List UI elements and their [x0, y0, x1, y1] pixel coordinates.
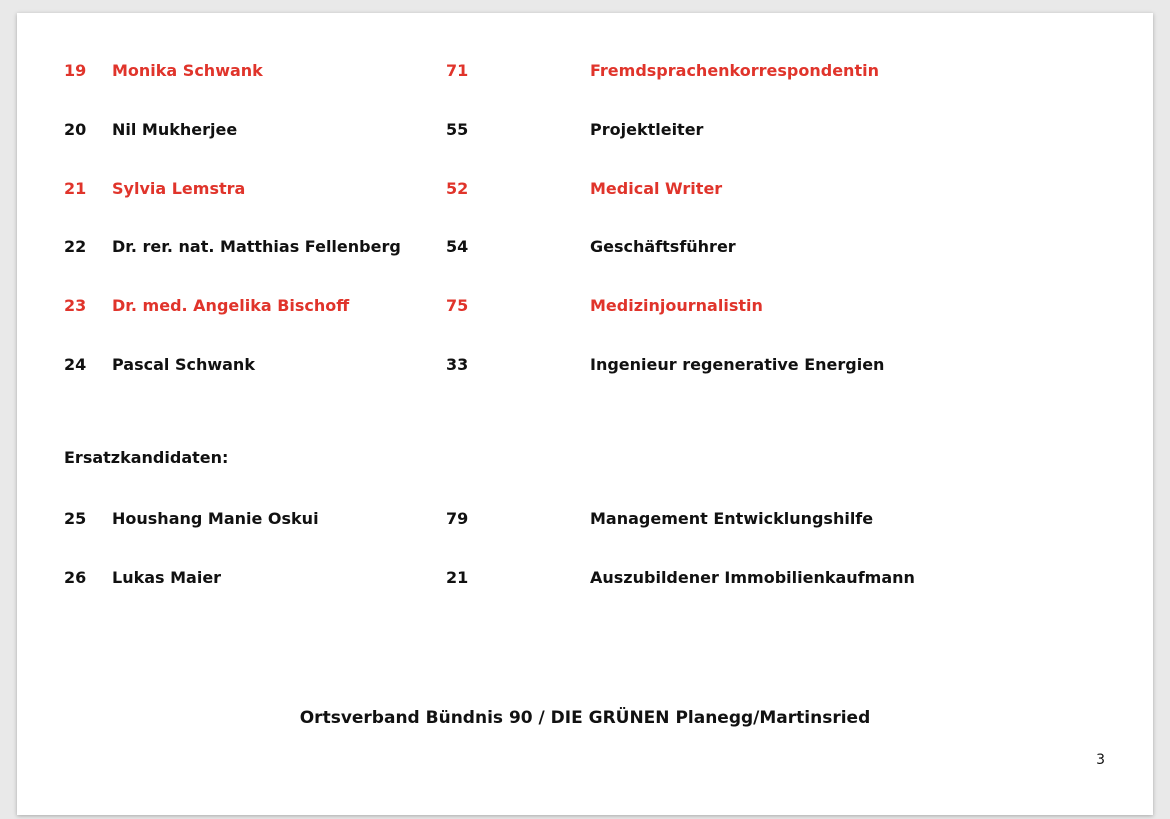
candidate-occupation: Fremdsprachenkorrespondentin [590, 61, 879, 80]
candidate-number: 22 [64, 237, 87, 256]
candidate-name: Pascal Schwank [112, 355, 255, 374]
candidate-row [17, 236, 1153, 258]
candidate-name: Dr. med. Angelika Bischoff [112, 296, 350, 315]
candidate-occupation: Medical Writer [590, 179, 723, 198]
page-number: 3 [1096, 752, 1105, 768]
candidate-number: 24 [64, 355, 87, 374]
candidate-age: 21 [446, 568, 469, 587]
candidate-name: Sylvia Lemstra [112, 179, 246, 198]
candidate-name: Houshang Manie Oskui [112, 509, 319, 528]
candidate-name: Lukas Maier [112, 568, 222, 587]
candidate-occupation: Management Entwicklungshilfe [590, 509, 874, 528]
candidate-name: Dr. rer. nat. Matthias Fellenberg [112, 237, 401, 256]
candidate-age: 75 [446, 296, 469, 315]
candidate-number: 25 [64, 509, 87, 528]
candidate-number: 21 [64, 179, 87, 198]
candidate-age: 55 [446, 120, 469, 139]
candidate-row [17, 60, 1153, 82]
candidate-occupation: Medizinjournalistin [590, 296, 763, 315]
candidate-occupation: Projektleiter [590, 120, 704, 139]
substitute-row [17, 508, 1153, 530]
candidate-age: 54 [446, 237, 469, 256]
candidate-age: 33 [446, 355, 469, 374]
footer-organization: Ortsverband Bündnis 90 / DIE GRÜNEN Planegg/Martinsried [299, 708, 871, 728]
candidate-number: 20 [64, 120, 87, 139]
substitute-row [17, 567, 1153, 589]
substitutes-heading: Ersatzkandidaten: [64, 448, 229, 467]
document-page [17, 13, 1153, 815]
candidate-number: 26 [64, 568, 87, 587]
candidate-age: 52 [446, 179, 469, 198]
candidate-row [17, 119, 1153, 141]
candidate-name: Nil Mukherjee [112, 120, 238, 139]
candidate-occupation: Ingenieur regenerative Energien [590, 355, 885, 374]
candidate-age: 79 [446, 509, 469, 528]
candidate-row [17, 354, 1153, 376]
candidate-number: 23 [64, 296, 87, 315]
candidate-name: Monika Schwank [112, 61, 263, 80]
candidate-row [17, 295, 1153, 317]
candidate-occupation: Geschäftsführer [590, 237, 736, 256]
candidate-number: 19 [64, 61, 87, 80]
candidate-row [17, 178, 1153, 200]
candidate-age: 71 [446, 61, 469, 80]
candidate-occupation: Auszubildener Immobilienkaufmann [590, 568, 915, 587]
